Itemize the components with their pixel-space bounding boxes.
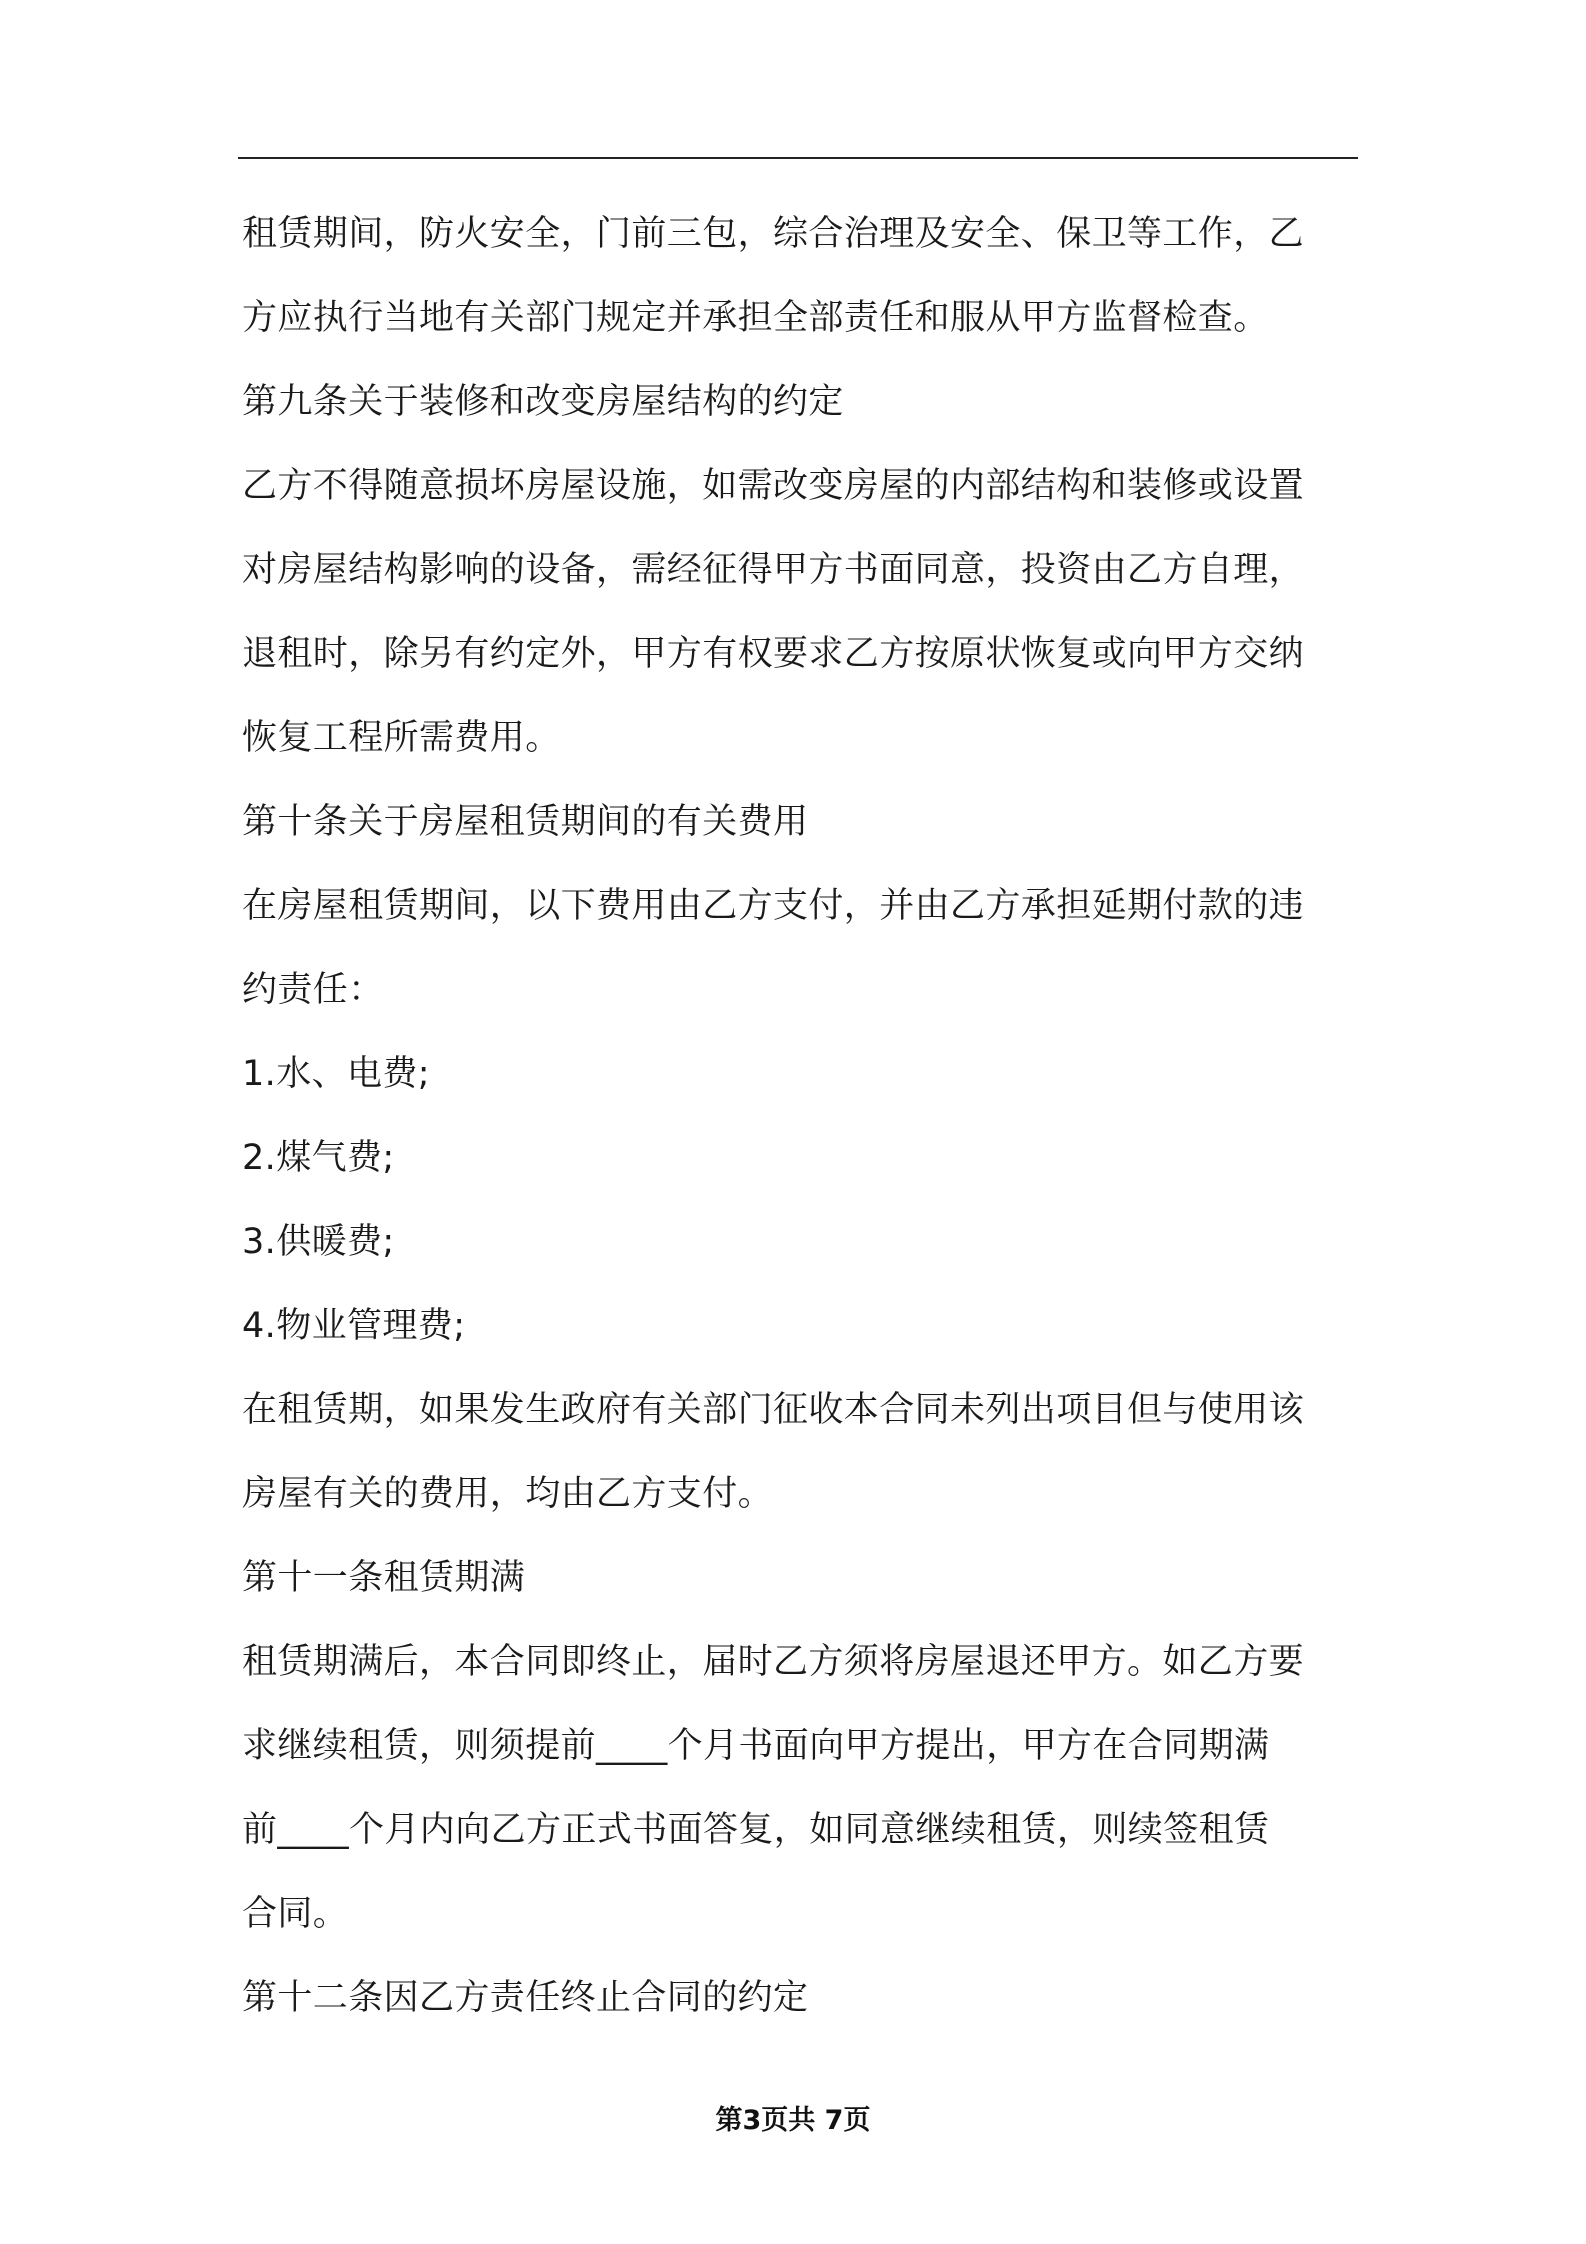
section-heading-12: 第十二条因乙方责任终止合同的约定 (242, 1978, 809, 2018)
body-line: 对房屋结构影响的设备，需经征得甲方书面同意，投资由乙方自理， (242, 550, 1305, 590)
body-line: 在租赁期，如果发生政府有关部门征收本合同未列出项目但与使用该 (242, 1390, 1305, 1430)
body-line: 房屋有关的费用，均由乙方支付。 (242, 1474, 774, 1514)
page-number: 第3页共 7页 (715, 2105, 871, 2136)
body-line: 合同。 (242, 1894, 349, 1934)
document-body (242, 192, 1358, 2040)
list-item: 2.煤气费; (242, 1138, 395, 1178)
section-heading-10: 第十条关于房屋租赁期间的有关费用 (242, 802, 809, 842)
body-line: 乙方不得随意损坏房屋设施，如需改变房屋的内部结构和装修或设置 (242, 466, 1305, 506)
body-line: 租赁期满后，本合同即终止，届时乙方须将房屋退还甲方。如乙方要 (242, 1642, 1305, 1682)
section-heading-11: 第十一条租赁期满 (242, 1558, 526, 1598)
body-line: 恢复工程所需费用。 (242, 718, 561, 758)
list-item: 3.供暖费; (242, 1222, 395, 1262)
body-line: 方应执行当地有关部门规定并承担全部责任和服从甲方监督检查。 (242, 298, 1269, 338)
body-line: 在房屋租赁期间，以下费用由乙方支付，并由乙方承担延期付款的违 (242, 886, 1305, 926)
body-line: 租赁期间，防火安全，门前三包，综合治理及安全、保卫等工作，乙 (242, 214, 1305, 254)
body-line: 求继续租赁，则须提前____个月书面向甲方提出，甲方在合同期满 (242, 1726, 1270, 1766)
header-rule (238, 157, 1358, 159)
list-item: 4.物业管理费; (242, 1306, 466, 1346)
body-line: 前____个月内向乙方正式书面答复，如同意继续租赁，则续签租赁 (242, 1810, 1270, 1850)
list-item: 1.水、电费; (242, 1054, 430, 1094)
body-line: 退租时，除另有约定外，甲方有权要求乙方按原状恢复或向甲方交纳 (242, 634, 1305, 674)
section-heading-9: 第九条关于装修和改变房屋结构的约定 (242, 382, 844, 422)
body-line: 约责任： (242, 970, 384, 1010)
